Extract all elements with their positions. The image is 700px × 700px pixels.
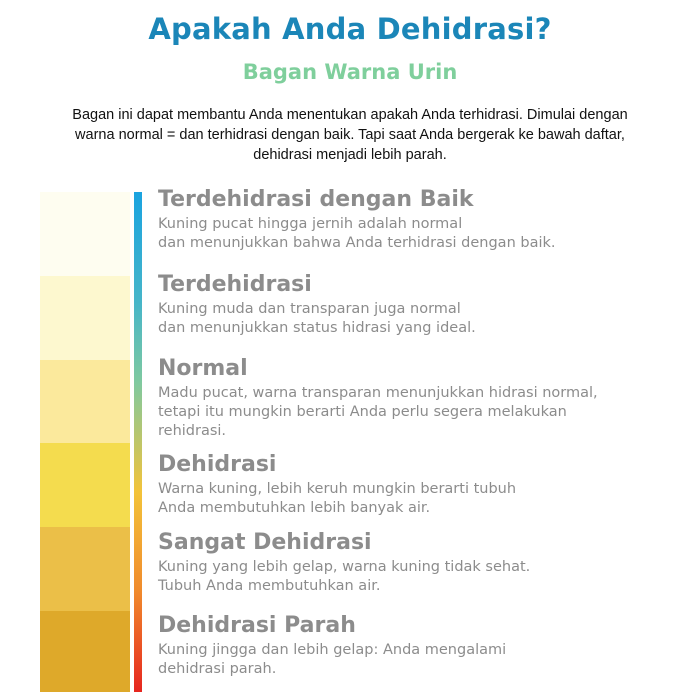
desc-line: Kuning jingga dan lebih gelap: Anda mengalami	[158, 642, 507, 658]
level-label: Terdehidrasi	[158, 272, 312, 297]
desc-line: rehidrasi.	[158, 423, 227, 439]
page-subtitle: Bagan Warna Urin	[242, 60, 458, 84]
level-very-dehydrated	[158, 530, 698, 596]
level-label: Dehidrasi	[158, 452, 277, 477]
level-description	[158, 558, 698, 596]
desc-line: dan menunjukkan bahwa Anda terhidrasi dengan baik.	[158, 235, 556, 251]
swatch-well-hydrated	[40, 192, 130, 276]
desc-line: dan menunjukkan status hidrasi yang ideal.	[158, 320, 476, 336]
swatch-normal	[40, 360, 130, 443]
desc-line: Tubuh Anda membutuhkan air.	[158, 578, 381, 594]
intro-line: warna normal = dan terhidrasi dengan baik. Tapi saat Anda bergerak ke bawah daftar,	[75, 127, 625, 143]
hydration-scale-bar	[134, 192, 142, 692]
desc-line: tetapi itu mungkin berarti Anda perlu segera melakukan	[158, 404, 567, 420]
level-label: Terdehidrasi dengan Baik	[158, 187, 474, 212]
level-label: Dehidrasi Parah	[158, 613, 356, 638]
swatch-hydrated	[40, 276, 130, 360]
level-label: Normal	[158, 356, 248, 381]
color-swatch-column	[40, 192, 130, 692]
level-description	[158, 215, 698, 253]
level-description	[158, 641, 698, 679]
intro-line: Bagan ini dapat membantu Anda menentukan apakah Anda terhidrasi. Dimulai dengan	[72, 107, 628, 123]
level-hydrated	[158, 272, 698, 338]
intro-line: dehidrasi menjadi lebih parah.	[253, 147, 447, 163]
desc-line: Anda membutuhkan lebih banyak air.	[158, 500, 431, 516]
desc-line: Warna kuning, lebih keruh mungkin berarti tubuh	[158, 481, 517, 497]
level-label: Sangat Dehidrasi	[158, 530, 372, 555]
desc-line: Kuning yang lebih gelap, warna kuning tidak sehat.	[158, 559, 531, 575]
level-description	[158, 384, 698, 441]
level-dehydrated	[158, 452, 698, 518]
level-normal	[158, 356, 698, 441]
intro-text	[22, 105, 678, 165]
level-well-hydrated	[158, 187, 698, 253]
desc-line: Kuning muda dan transparan juga normal	[158, 301, 461, 317]
desc-line: Kuning pucat hingga jernih adalah normal	[158, 216, 463, 232]
desc-line: Madu pucat, warna transparan menunjukkan hidrasi normal,	[158, 385, 598, 401]
swatch-dehydrated	[40, 443, 130, 527]
level-severely-dehydrated	[158, 613, 698, 679]
desc-line: dehidrasi parah.	[158, 661, 277, 677]
level-description	[158, 300, 698, 338]
level-description	[158, 480, 698, 518]
page-title: Apakah Anda Dehidrasi?	[148, 12, 552, 46]
swatch-severely-dehydrated	[40, 611, 130, 692]
swatch-very-dehydrated	[40, 527, 130, 611]
